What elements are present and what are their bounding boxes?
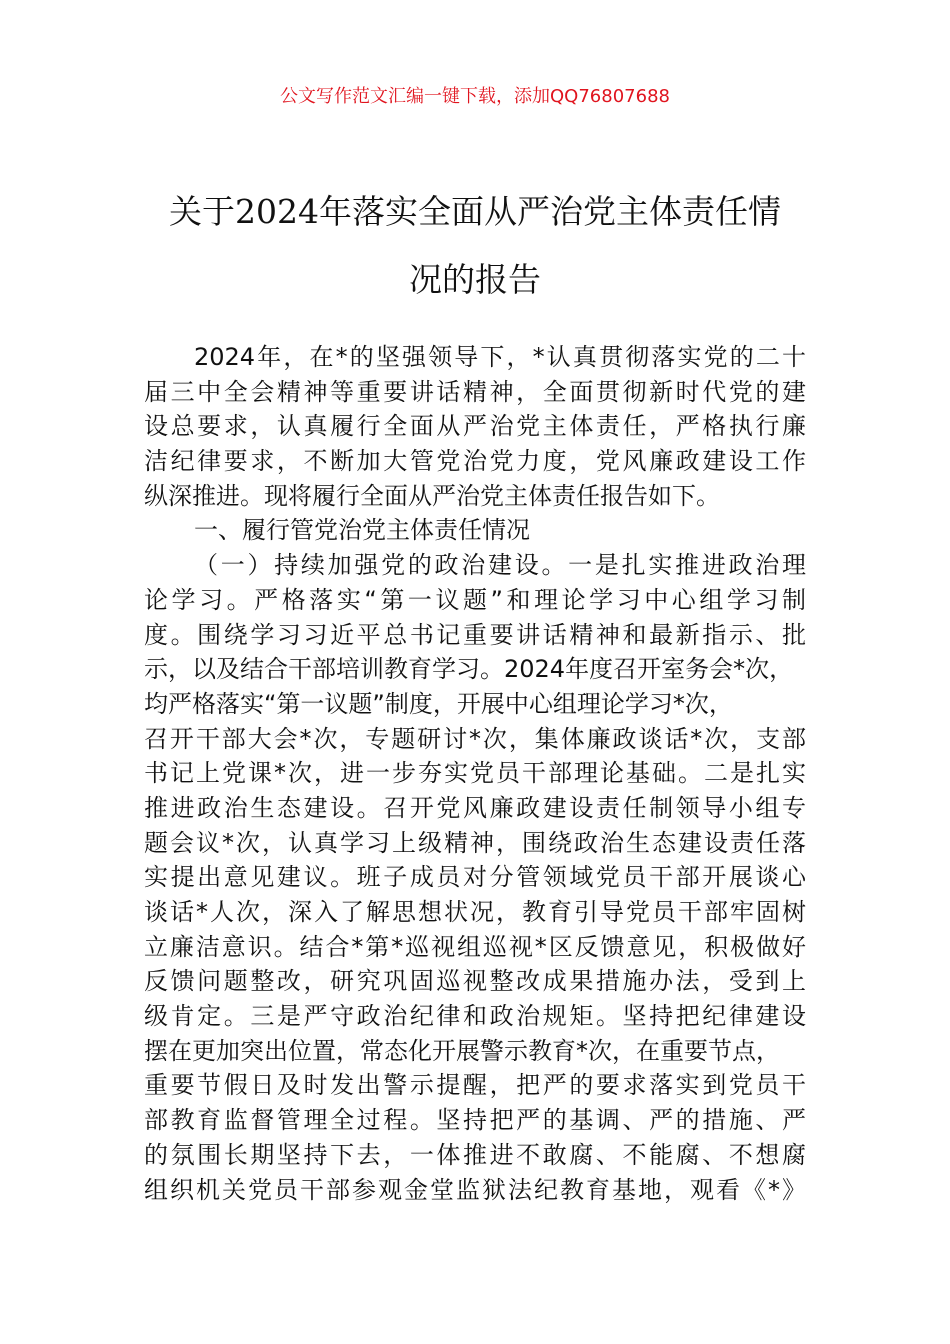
body-line: 摆在更加突出位置，常态化开展警示教育*次，在重要节点，: [144, 1036, 780, 1065]
body-line: 重要节假日及时发出警示提醒，把严的要求落实到党员干: [144, 1071, 806, 1100]
body-line: （一）持续加强党的政治建设。一是扎实推进政治理: [194, 551, 806, 580]
body-line: 部教育监督管理全过程。坚持把严的基调、严的措施、严: [144, 1106, 806, 1135]
body-line: 题会议*次，认真学习上级精神，围绕政治生态建设责任落: [144, 828, 806, 857]
body-line: 实提出意见建议。班子成员对分管领域党员干部开展谈心: [144, 863, 806, 892]
body-line: 洁纪律要求，不断加大管党治党力度，党风廉政建设工作: [144, 447, 806, 476]
body-line: 立廉洁意识。结合*第*巡视组巡视*区反馈意见，积极做好: [144, 932, 806, 961]
body-line: 反馈问题整改，研究巩固巡视整改成果措施办法，受到上: [144, 967, 806, 996]
body-line: 组织机关党员干部参观金堂监狱法纪教育基地，观看《*》: [144, 1175, 806, 1204]
title-line: 况的报告: [409, 260, 541, 299]
body-line: 设总要求，认真履行全面从严治党主体责任，严格执行廉: [144, 412, 806, 441]
body-line: 的氛围长期坚持下去，一体推进不敢腐、不能腐、不想腐: [144, 1140, 806, 1169]
body-line: 谈话*人次，深入了解思想状况，教育引导党员干部牢固树: [144, 898, 806, 926]
body-line: 示，以及结合干部培训教育学习。2024年度召开室务会*次，: [144, 655, 794, 684]
body-line: 届三中全会精神等重要讲话精神，全面贯彻新时代党的建: [144, 377, 806, 406]
document-title: [140, 178, 810, 314]
section-heading: 一、履行管党治党主体责任情况: [194, 516, 530, 545]
body-line: 均严格落实“第一议题”制度，开展中心组理论学习*次，: [144, 689, 733, 718]
body-line: 书记上党课*次，进一步夯实党员干部理论基础。二是扎实: [144, 759, 806, 788]
body-line: 召开干部大会*次，专题研讨*次，集体廉政谈话*次，支部: [144, 724, 806, 753]
body-line: 推进政治生态建设。召开党风廉政建设责任制领导小组专: [144, 793, 806, 822]
body-line: 2024年，在*的坚强领导下，*认真贯彻落实党的二十: [194, 343, 806, 371]
title-line: 关于2024年落实全面从严治党主体责任情: [169, 192, 781, 231]
body-line: 级肯定。三是严守政治纪律和政治规矩。坚持把纪律建设: [144, 1002, 806, 1031]
body-line: 论学习。严格落实“第一议题”和理论学习中心组学习制: [144, 585, 806, 614]
document-body: [144, 340, 806, 1207]
watermark-header: 公文写作范文汇编一键下载，添加QQ76807688: [280, 86, 670, 107]
body-line: 纵深推进。现将履行全面从严治党主体责任报告如下。: [144, 481, 720, 510]
body-line: 度。围绕学习习近平总书记重要讲话精神和最新指示、批: [144, 620, 806, 649]
